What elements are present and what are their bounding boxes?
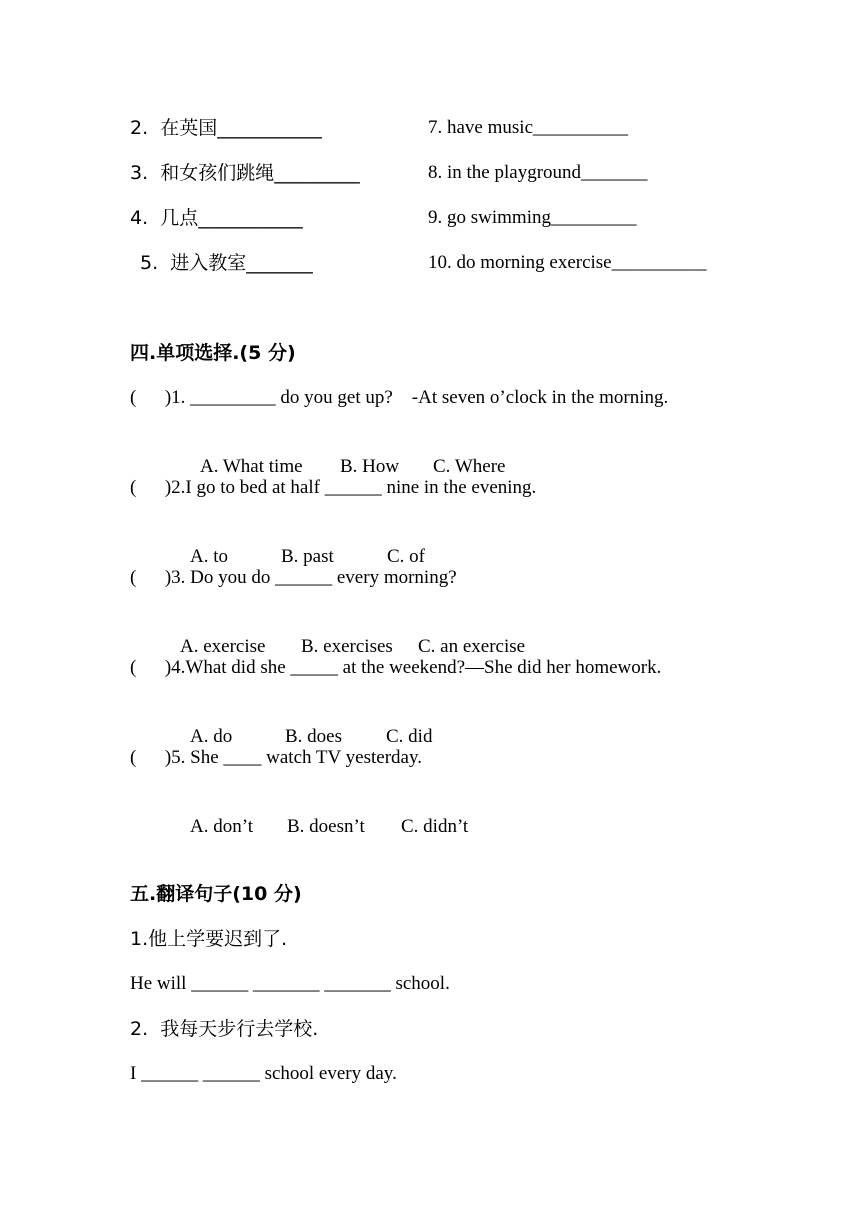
question-stem: ( )2.I go to bed at half ______ nine in the evening. <box>130 477 537 498</box>
vocab-item: 9. go swimming_________ <box>428 207 637 228</box>
question-stem: ( )5. She ____ watch TV yesterday. <box>130 747 422 768</box>
option-a: A. do <box>190 726 233 747</box>
option-b: B. does <box>285 726 342 747</box>
question-stem: ( )4.What did she _____ at the weekend?—She did her homework. <box>130 657 662 678</box>
option-a: A. don’t <box>190 816 253 837</box>
option-c: C. Where <box>433 456 506 477</box>
translation-prompt: 2. 我每天步行去学校. <box>130 1018 319 1040</box>
option-c: C. of <box>387 546 425 567</box>
option-b: B. past <box>281 546 334 567</box>
translation-answer: He will ______ _______ _______ school. <box>130 973 450 994</box>
option-c: C. did <box>386 726 433 747</box>
translation-prompt: 1.他上学要迟到了. <box>130 928 288 950</box>
option-a: A. exercise <box>180 636 266 657</box>
vocab-item: 4. 几点___________ <box>130 207 303 229</box>
option-b: B. doesn’t <box>287 816 365 837</box>
vocab-item: 7. have music__________ <box>428 117 629 138</box>
question-options <box>171 791 468 863</box>
option-c: C. an exercise <box>418 636 526 657</box>
option-c: C. didn’t <box>401 816 469 837</box>
vocab-item: 3. 和女孩们跳绳_________ <box>130 162 360 184</box>
option-b: B. How <box>340 456 400 477</box>
option-a: A. What time <box>200 456 303 477</box>
option-b: B. exercises <box>301 636 393 657</box>
section-heading: 五.翻译句子(10 分) <box>130 883 302 905</box>
option-a: A. to <box>190 546 228 567</box>
section-heading: 四.单项选择.(5 分) <box>130 342 296 364</box>
vocab-item: 5. 进入教室_______ <box>140 252 313 274</box>
vocab-item: 8. in the playground_______ <box>428 162 648 183</box>
translation-answer: I ______ ______ school every day. <box>130 1063 397 1084</box>
vocab-item: 2. 在英国___________ <box>130 117 322 139</box>
vocab-item: 10. do morning exercise__________ <box>428 252 707 273</box>
question-stem: ( )3. Do you do ______ every morning? <box>130 567 457 588</box>
question-stem: ( )1. _________ do you get up? -At seven o’clock in the morning. <box>130 387 669 408</box>
